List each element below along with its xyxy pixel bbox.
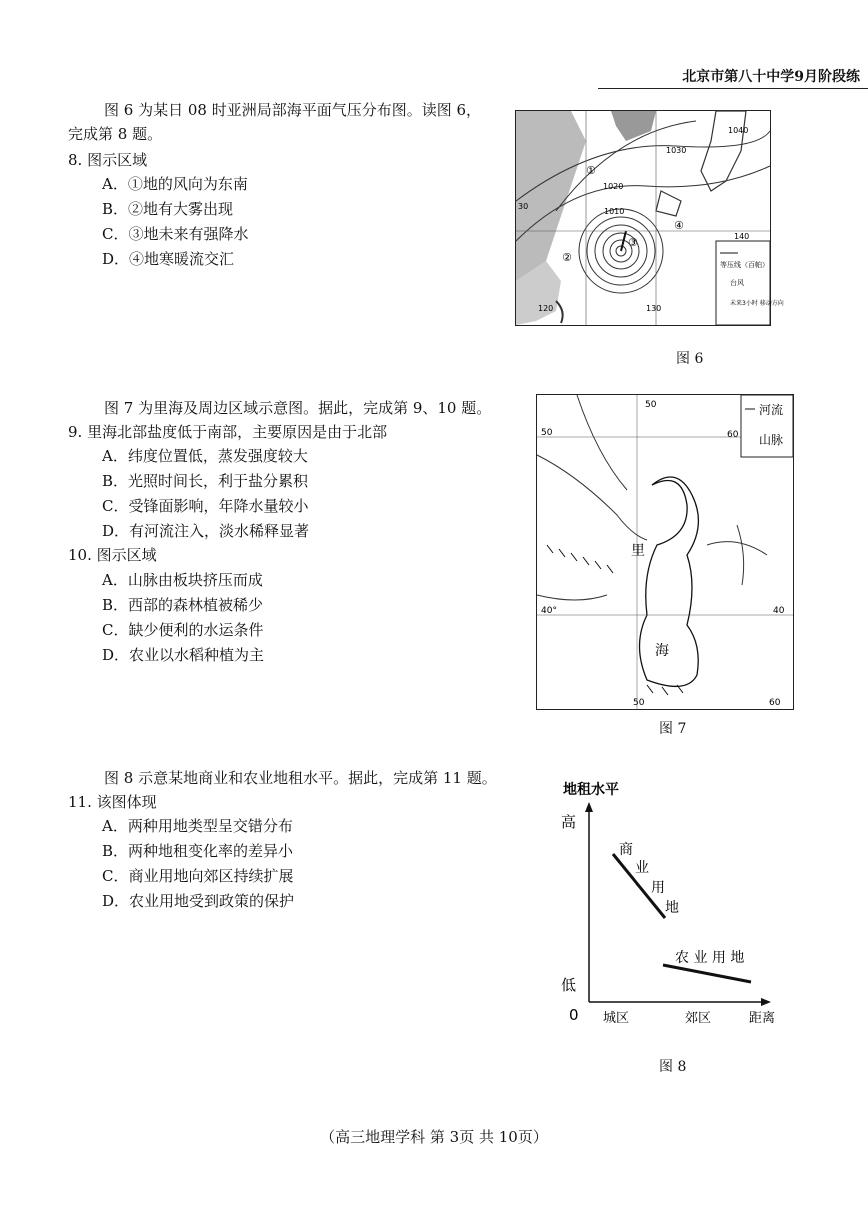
header-school: 北京市第八十中学9月阶段练	[682, 69, 860, 85]
x-tick-suburb: 郊区	[685, 1011, 712, 1026]
q11-option-c: C．商业用地向郊区持续扩展	[102, 867, 294, 885]
lat-label-30: 30	[518, 202, 529, 211]
sea-char-2: 海	[655, 643, 669, 659]
q9-stem: 9. 里海北部盐度低于南部，主要原因是由于北部	[68, 423, 388, 441]
grid-label-right-40: 40	[773, 606, 785, 616]
commercial-char-3: 用	[651, 880, 665, 896]
commercial-char-4: 地	[665, 900, 679, 916]
intro-fig6-line2: 完成第 8 题。	[68, 125, 163, 143]
y-high-label: 高	[561, 813, 577, 831]
point-1: ①	[586, 164, 596, 177]
q10-option-a: A．山脉由板块挤压而成	[102, 571, 263, 589]
q8-option-b: B．②地有大雾出现	[102, 200, 234, 218]
legend-mountain: 山脉	[759, 433, 784, 447]
intro-fig6-line1: 图 6 为某日 08 时亚洲局部海平面气压分布图。读图 6，	[104, 101, 482, 119]
isobar-label-1030: 1030	[666, 146, 687, 155]
sea-char-1: 里	[631, 543, 645, 559]
q8-option-d: D．④地寒暖流交汇	[102, 250, 235, 268]
q8-stem: 8. 图示区域	[68, 151, 148, 169]
figure-8-caption: 图 8	[659, 1059, 687, 1075]
q11-option-d: D．农业用地受到政策的保护	[102, 892, 295, 910]
ylabel-rent-level: 地租水平	[563, 782, 619, 798]
q10-option-d: D．农业以水稻种植为主	[102, 646, 265, 664]
q9-option-a: A．纬度位置低，蒸发强度较大	[102, 447, 308, 465]
isobar-label-1020: 1020	[603, 182, 624, 191]
grid-label-top-50: 50	[645, 400, 657, 410]
q10-option-b: B．西部的森林植被稀少	[102, 596, 264, 614]
legend-river: 河流	[759, 403, 784, 417]
grid-label-40deg: 40°	[541, 606, 557, 616]
q11-option-a: A．两种用地类型呈交错分布	[102, 817, 293, 835]
grid-label-bottom-50: 50	[633, 698, 645, 708]
figure-8-rent-diagram	[555, 772, 795, 1032]
grid-label-right-60: 60	[727, 430, 739, 440]
figure-7-caspian-map	[536, 394, 794, 710]
intro-fig8: 图 8 示意某地商业和农业地租水平。据此，完成第 11 题。	[104, 769, 497, 787]
x-tick-city: 城区	[603, 1011, 630, 1026]
q9-option-b: B．光照时间长，利于盐分累积	[102, 472, 309, 490]
x-tick-distance: 距离	[749, 1011, 776, 1026]
q11-stem: 11. 该图体现	[68, 793, 157, 811]
q8-option-a: A．①地的风向为东南	[102, 175, 248, 193]
header-rule	[598, 88, 868, 89]
lon-label-120: 120	[538, 304, 554, 313]
isobar-label-1040: 1040	[728, 126, 749, 135]
point-2: ②	[562, 251, 572, 264]
commercial-char-2: 业	[635, 860, 649, 876]
lon-label-130: 130	[646, 304, 662, 313]
origin-label: 0	[569, 1006, 579, 1024]
q9-option-c: C．受锋面影响，年降水量较小	[102, 497, 309, 515]
figure-7-caption: 图 7	[659, 721, 687, 737]
q8-option-c: C．③地未来有强降水	[102, 225, 249, 243]
figure-6-pressure-map	[515, 110, 784, 326]
q11-option-b: B．两种地租变化率的差异小	[102, 842, 294, 860]
grid-label-bottom-60: 60	[769, 698, 781, 708]
legend-typhoon: 台风	[730, 279, 744, 287]
q10-option-c: C．缺少便利的水运条件	[102, 621, 264, 639]
page-footer: （高三地理学科 第 3页 共 10页）	[320, 1128, 548, 1146]
point-3: ③	[628, 236, 638, 249]
legend-isobar: 等压线（百帕）	[720, 261, 769, 269]
legend-track: 未来3小时 移动方向	[730, 300, 784, 307]
q10-stem: 10. 图示区域	[68, 546, 157, 564]
commercial-char-1: 商	[619, 842, 633, 858]
isobar-label-1010: 1010	[604, 207, 625, 216]
intro-fig7: 图 7 为里海及周边区域示意图。据此，完成第 9、10 题。	[104, 399, 492, 417]
q9-option-d: D．有河流注入，淡水稀释显著	[102, 522, 310, 540]
agricultural-label: 农 业 用 地	[675, 950, 745, 966]
lon-label-140: 140	[734, 232, 750, 241]
figure-6-caption: 图 6	[676, 351, 704, 367]
y-low-label: 低	[561, 976, 577, 994]
point-4: ④	[674, 219, 684, 232]
grid-label-left-50: 50	[541, 428, 553, 438]
